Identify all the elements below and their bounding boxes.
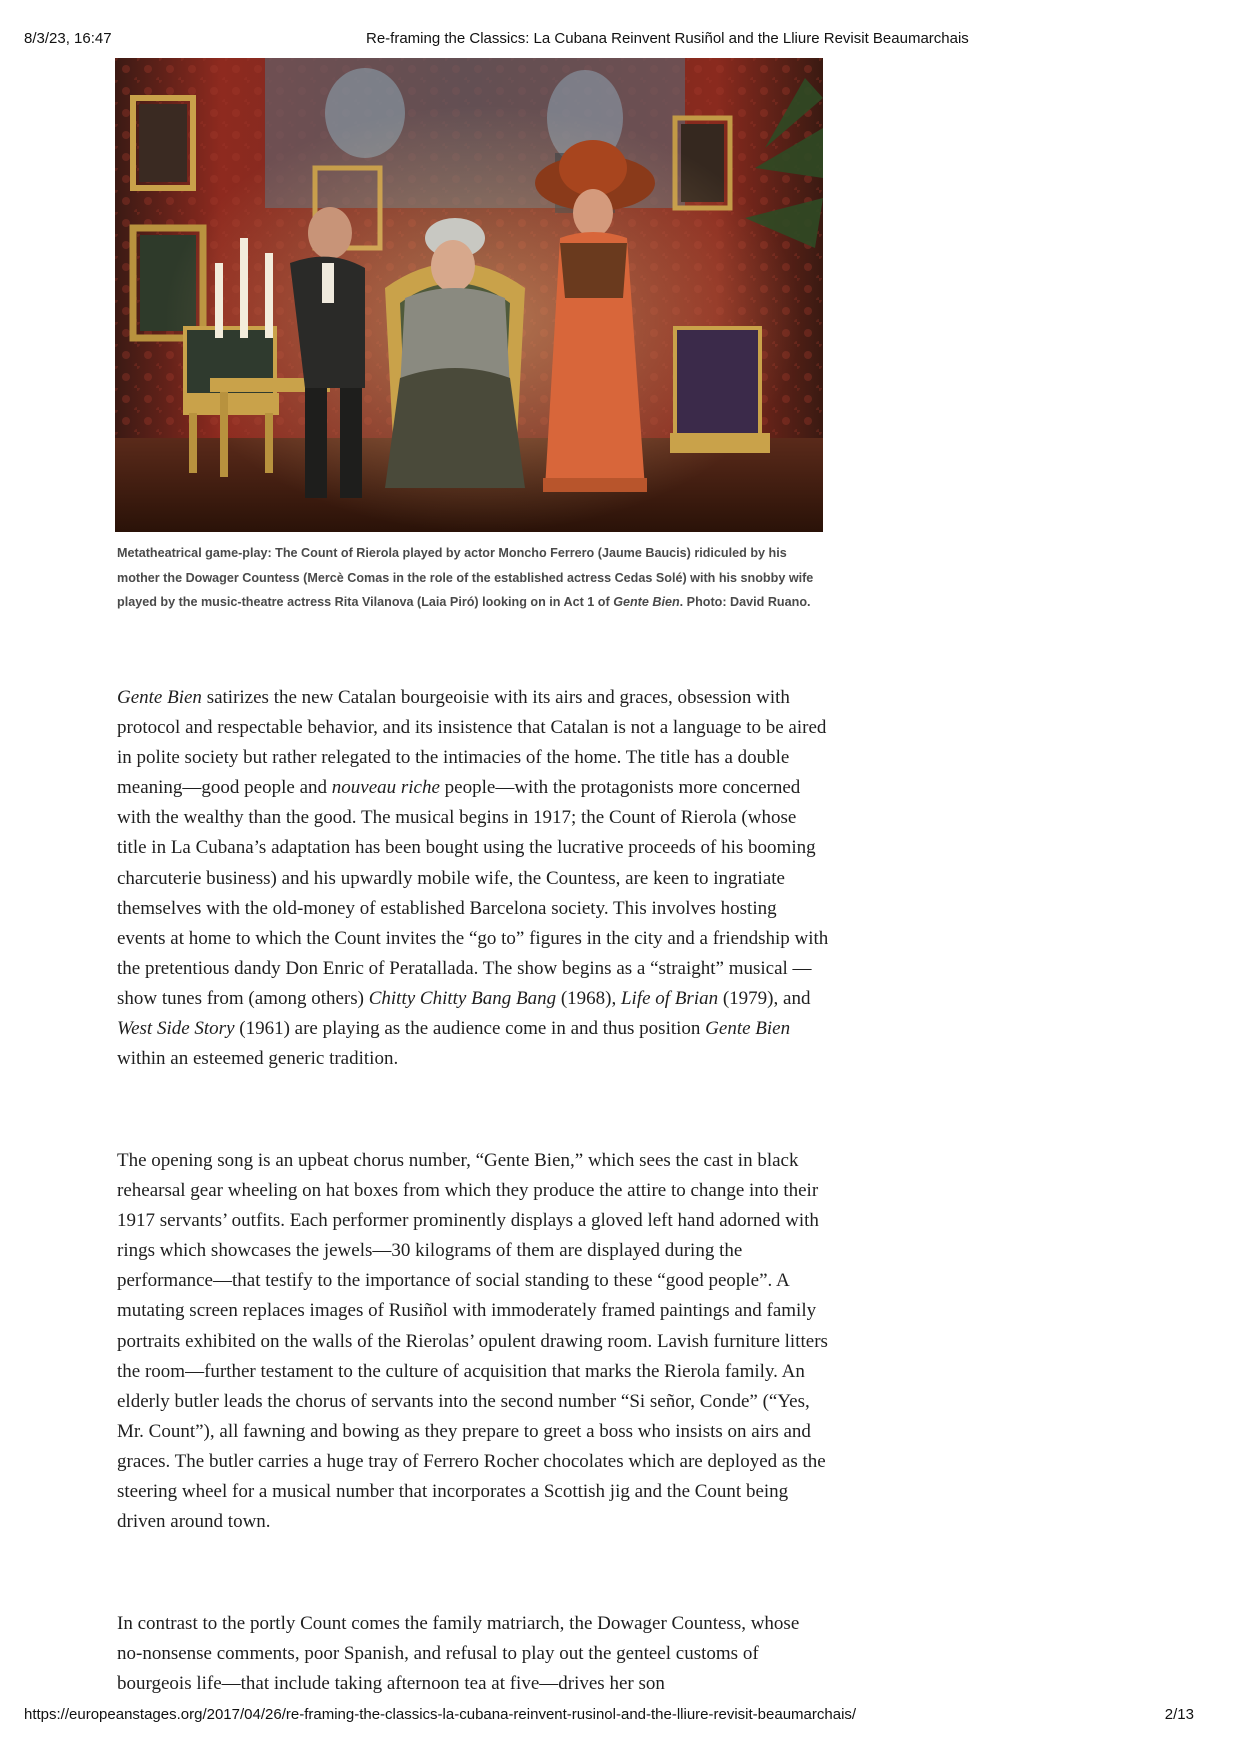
caption-play-title: Gente Bien [613,595,680,609]
article-paragraph-1 [117,683,829,1074]
caption-text: Metatheatrical game-play: The Count of Rierola played by actor Moncho Ferrero (Jaume Baucis) ridiculed by his mother the Dowager Countess (Mercè Comas in the role of the established actress Cedas Solé) with his snobby wife played by the music-theatre actress Rita Vilanova (Laia Piró) looking on in Act 1 of [117,546,814,609]
print-footer [0,1706,1240,1728]
text-run: (1968), [556,987,621,1009]
text-run: (1961) are playing as the audience come in and thus position [234,1018,706,1040]
caption-credit: . Photo: David Ruano. [679,595,811,609]
text-run: (1979), and [718,987,811,1009]
print-date: 8/3/23, 16:47 [24,30,112,47]
text-run: The opening song is an upbeat chorus number, “Gente Bien,” which sees the cast in black rehearsal gear wheeling on hat boxes from which they produce the attire to change into their 1917 servants’ outfits. Each performer prominently displays a gloved left hand adorned with rings which showcases the jewels—30 kilograms of them are displayed during the performance—that testify to the importance of social standing to these “good people”. A mutating screen replaces images of Rusiñol with immoderately framed paintings and family portraits exhibited on the walls of the Rierolas’ opulent drawing room. Lavish furniture litters the room—further testament to the culture of acquisition that marks the Rierola family. An elderly butler leads the chorus of servants into the second number “Si señor, Conde” (“Yes, Mr. Count”), all fawning and bowing as they prepare to greet a boss who insists on airs and graces. The butler carries a huge tray of Ferrero Rocher chocolates which are deployed as the steering wheel for a musical number that incorporates a Scottish jig and the Count being driven around town. [117,1150,828,1533]
print-page-title: Re-framing the Classics: La Cubana Reinvent Rusiñol and the Lliure Revisit Beaumarchais [366,30,969,47]
article-paragraph-2 [117,1146,829,1537]
text-run: In contrast to the portly Count comes the family matriarch, the Dowager Countess, whose no-nonsense comments, poor Spanish, and refusal to play out the genteel customs of bourgeois life—that include taking afternoon tea at five—drives her son [117,1613,800,1695]
italic-run: nouveau riche [331,777,440,799]
text-run: satirizes the new Catalan bourgeoisie with its airs and graces, obsession with protocol and respectable behavior, and its insistence that Catalan is not a language to be aired in polite society but rather relegated to the intimacies of the home. The title has a double meaning—good people and [117,687,827,799]
page-url: https://europeanstages.org/2017/04/26/re-framing-the-classics-la-cubana-reinvent-rusinol-and-the-lliure-revisit-beaumarchais/ [24,1706,857,1723]
italic-run: Gente Bien [117,687,202,708]
italic-run: Chitty Chitty Bang Bang [368,987,557,1009]
italic-run: Life of Brian [620,987,719,1009]
paragraph-text [117,1146,829,1537]
page-number: 2/13 [1164,1706,1194,1723]
text-run: people—with the protagonists more concerned with the wealthy than the good. The musical begins in 1917; the Count of Rierola (whose title in La Cubana’s adaptation has been bought using the lucrative proceeds of his booming charcuterie business) and his upwardly mobile wife, the Countess, are keen to ingratiate themselves with the old-money of established Barcelona society. This involves hosting events at home to which the Count invites the “go to” figures in the city and a friendship with the pretentious dandy Don Enric of Peratallada. The show begins as a “straight” musical —show tunes from (among others) [117,777,829,1009]
italic-run: Gente Bien [705,1018,791,1040]
paragraph-text [117,683,829,1074]
article-paragraph-3 [117,1609,829,1699]
text-run: within an esteemed generic tradition. [117,1048,399,1070]
paragraph-text [117,1609,829,1699]
photo-caption [117,541,827,615]
italic-run: West Side Story [117,1018,235,1040]
print-header [0,30,1240,52]
production-photo [115,58,823,532]
